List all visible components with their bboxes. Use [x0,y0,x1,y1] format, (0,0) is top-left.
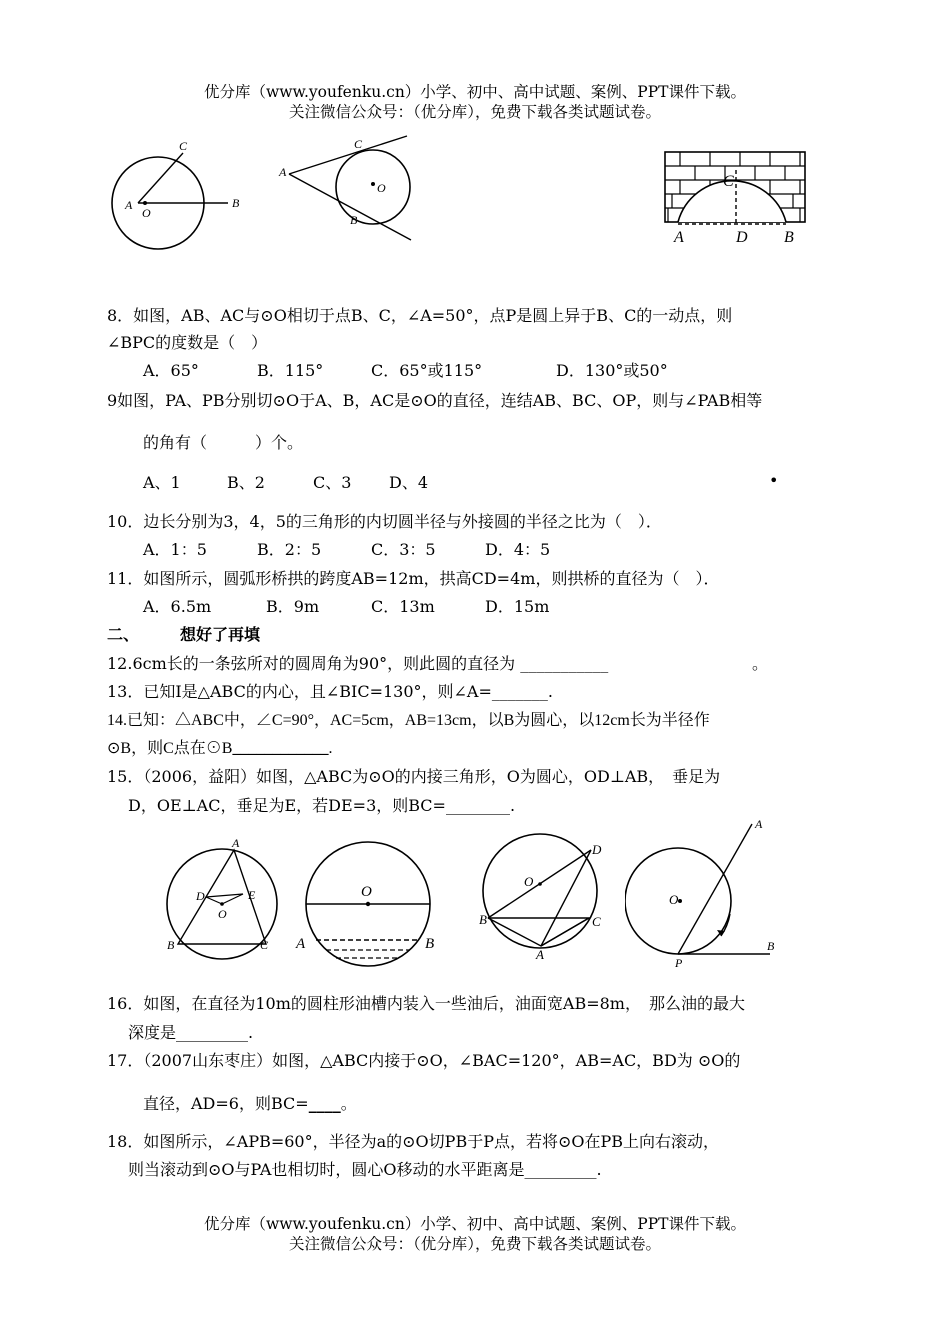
label-o: O [218,907,227,921]
footer-line-1: 优分库（www.youfenku.cn）小学、初中、高中试题、案例、PPT课件下载。 [203,1215,747,1233]
label-c: C [354,137,363,151]
label-b: B [232,196,240,210]
footer-line-2: 关注微信公众号：（优分库），免费下载各类试题试卷。 [288,1235,661,1253]
q10-option-c: C．3：5 [371,540,436,559]
q12-end: 。 [752,654,769,673]
q9-line1: 9如图，PA、PB分别切⊙O于A、B，AC是⊙O的直径，连结AB、BC、OP，则与∠PAB相等 [107,391,763,410]
q11-line1: 11．如图所示，圆弧形桥拱的跨度AB=12m，拱高CD=4m，则拱桥的直径为（ ）． [107,569,720,588]
label-o: O [377,181,386,195]
q18-line2: 则当滚动到⊙O与PA也相切时，圆心O移动的水平距离是_________. [128,1160,602,1179]
q8-option-d: D．130°或50° [556,361,668,380]
label-c: C [179,139,188,153]
label-a: A [279,165,287,179]
label-o: O [361,884,372,900]
figure-inscribed-triangle [160,836,285,961]
q11-option-c: C．13m [371,597,435,616]
q17-line1: 17．（2007山东枣庄）如图，△ABC内接于⊙O，∠BAC=120°，AB=AC，BD为 ⊙O的 [107,1051,741,1070]
label-b: B [167,938,175,952]
label-c: C [592,914,601,929]
q8-line1: 8．如图，AB、AC与⊙O相切于点B、C，∠A=50°，点P是圆上异于B、C的一动点，则 [107,306,733,325]
label-o: O [142,206,151,220]
q17-line2-end: 。 [340,1094,357,1113]
label-a: A [296,936,306,952]
q10-line1: 10．边长分别为3，4，5的三角形的内切圆半径与外接圆的半径之比为（ ）． [107,512,662,531]
label-c: C [260,938,269,952]
q14-line2-text: ⊙B，则C点在⊙B [107,740,233,757]
q10-option-b: B．2：5 [257,540,322,559]
q10-option-a: A．1：5 [143,540,207,559]
figure-inscribed-quadrilateral [475,832,615,962]
label-d: D [736,229,748,246]
q9-option-a: A、1 [143,473,181,492]
q15-line1: 15．（2006，益阳）如图，△ABC为⊙O的内接三角形，O为圆心，OD⊥AB， 垂足为 [107,767,721,786]
label-b: B [350,213,358,227]
q14-blank: ____________ [232,740,329,757]
stray-dot: • [769,471,779,490]
figure-arch-bridge [660,148,810,248]
label-b: B [425,936,435,952]
header-line-2: 关注微信公众号：（优分库），免费下载各类试题试卷。 [288,103,661,121]
q14-line2 [107,735,332,758]
q18-line1: 18．如图所示，∠APB=60°，半径为a的⊙O切PB于P点，若将⊙O在PB上向右滚动， [107,1132,720,1151]
label-o: O [524,874,534,889]
q8-option-b: B．115° [257,361,324,380]
label-d: D [592,842,602,857]
q17-line2-text: 直径，AD=6，则BC= [143,1094,309,1113]
label-e: E [248,888,256,902]
label-b: B [767,939,775,953]
q14-line2-end: . [328,740,333,757]
q16-line1: 16．如图，在直径为10m的圆柱形油槽内装入一些油后，油面宽AB=8m， 那么油的最大 [107,994,745,1013]
header-line-1: 优分库（www.youfenku.cn）小学、初中、高中试题、案例、PPT课件下载。 [203,83,747,101]
q11-option-a: A．6.5m [143,597,212,616]
q8-line2: ∠BPC的度数是（ ） [107,333,268,352]
q11-option-d: D．15m [485,597,550,616]
section-title: 想好了再填 [180,625,261,644]
q17-blank: ____ [308,1094,341,1113]
section-number: 二、 [107,625,140,644]
label-a: A [232,836,240,850]
q9-line2: 的角有（ ）个。 [143,433,304,452]
q9-option-b: B、2 [227,473,265,492]
q13-text: 13．已知I是△ABC的内心，且∠BIC=130°，则∠A=_______. [107,682,553,701]
q12-text: 12.6cm长的一条弦所对的圆周角为90°，则此圆的直径为 ___________ [107,654,609,673]
figure-rolling-circle [625,818,785,970]
label-a: A [536,947,544,962]
label-b: B [784,229,794,246]
q9-option-c: C、3 [313,473,352,492]
q14-line1: 14.已知：△ABC中，∠C=90°，AC=5cm，AB=13cm，以B为圆心，以12cm长为半径作 [107,712,710,729]
label-a: A [674,229,684,246]
q8-option-c: C．65°或115° [371,361,483,380]
q15-line2: D，OE⊥AC，垂足为E，若DE=3，则BC=________. [128,796,516,815]
label-p: P [675,956,683,970]
q8-option-a: A．65° [143,361,199,380]
q9-option-d: D、4 [389,473,429,492]
q10-option-d: D．4：5 [485,540,551,559]
label-a: A [755,818,763,831]
label-d: D [196,889,205,903]
figure-oil-tank [290,840,440,970]
q17-line2 [143,1091,357,1114]
label-c: C [723,173,734,190]
label-a: A [125,198,133,212]
q16-line2: 深度是_________. [128,1023,254,1042]
figure-tangent-line-circle [100,135,270,250]
q11-option-b: B．9m [266,597,320,616]
label-o: O [669,892,679,907]
label-b: B [479,912,487,927]
figure-two-tangents [275,130,420,250]
